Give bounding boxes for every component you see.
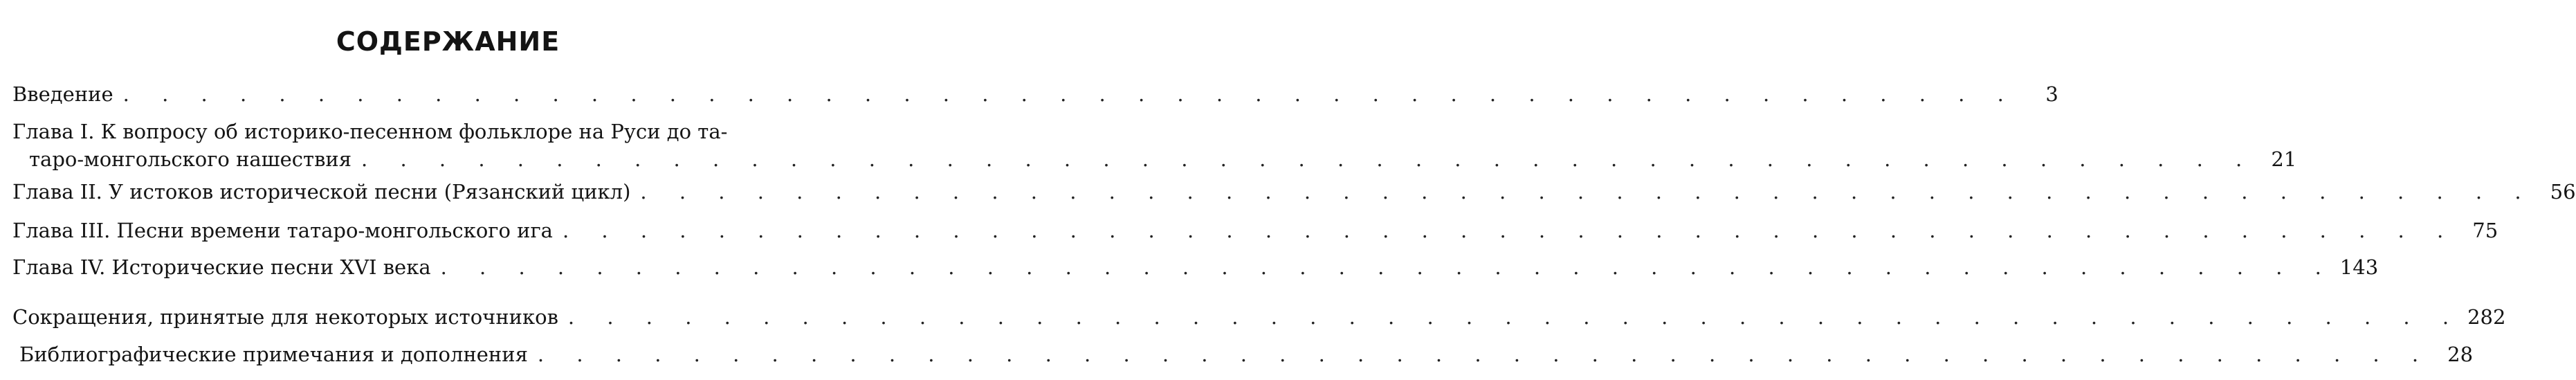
toc-entry-chapter-4 xyxy=(12,253,2379,281)
toc-entry-introduction xyxy=(12,80,2058,108)
toc-entry-title: Глава II. У истоков исторической песни (Рязанский цикл) xyxy=(12,180,631,203)
toc-entry-chapter-2 xyxy=(12,178,2576,206)
toc-entry-bibliography xyxy=(12,341,2474,368)
toc-entry-page: 28 xyxy=(2447,343,2474,366)
dot-leader: . . . . . . . . . . . . . . . . . . . . . . . . . . . . . . . . . . . . . . . . . . . . . . . . . xyxy=(440,255,2335,279)
toc-entry-page: 21 xyxy=(2271,147,2297,171)
toc-entry-title-line2: таро-монгольского нашествия xyxy=(29,147,352,171)
toc-entry-title-line1: Глава I. К вопросу об историко-песенном фольклоре на Руси до та- xyxy=(12,120,728,143)
toc-entry-title: Сокращения, принятые для некоторых источников xyxy=(12,305,558,329)
toc-entry-title: Введение xyxy=(12,82,113,106)
page-title: СОДЕРЖАНИЕ xyxy=(336,26,560,57)
toc-entry-page: 3 xyxy=(2045,82,2058,106)
toc-entry-page: 56 xyxy=(2550,180,2576,203)
toc-entry-chapter-1 xyxy=(12,118,2297,173)
dot-leader: . . . . . . . . . . . . . . . . . . . . . . . . . . . . . . . . . . . . . . . . . . . . . . . . . xyxy=(640,180,2534,203)
dot-leader: . . . . . . . . . . . . . . . . . . . . . . . . . . . . . . . . . . . . . . . . . . . . . . . . . xyxy=(122,82,2017,106)
toc-entry-title: Глава III. Песни времени татаро-монгольского ига xyxy=(12,219,553,242)
dot-leader: . . . . . . . . . . . . . . . . . . . . . . . . . . . . . . . . . . . . . . . . . . . . . . . . . xyxy=(562,219,2457,242)
toc-entry-title: Библиографические примечания и дополнения xyxy=(19,343,528,366)
toc-entry-page: 143 xyxy=(2339,255,2379,279)
toc-entry-abbreviations xyxy=(12,303,2506,331)
dot-leader: . . . . . . . . . . . . . . . . . . . . . . . . . . . . . . . . . . . . . . . . . . . . . . . . . xyxy=(361,147,2256,171)
dot-leader: . . . . . . . . . . . . . . . . . . . . . . . . . . . . . . . . . . . . . . . . . . . . . . . . . xyxy=(537,343,2432,366)
dot-leader: . . . . . . . . . . . . . . . . . . . . . . . . . . . . . . . . . . . . . . . . . . . . . . . . . xyxy=(567,305,2463,329)
toc-entry-title: Глава IV. Исторические песни XVI века xyxy=(12,255,431,279)
toc-entry-page: 75 xyxy=(2472,219,2499,242)
toc-entry-page: 282 xyxy=(2467,305,2506,329)
toc-entry-chapter-3 xyxy=(12,217,2499,244)
